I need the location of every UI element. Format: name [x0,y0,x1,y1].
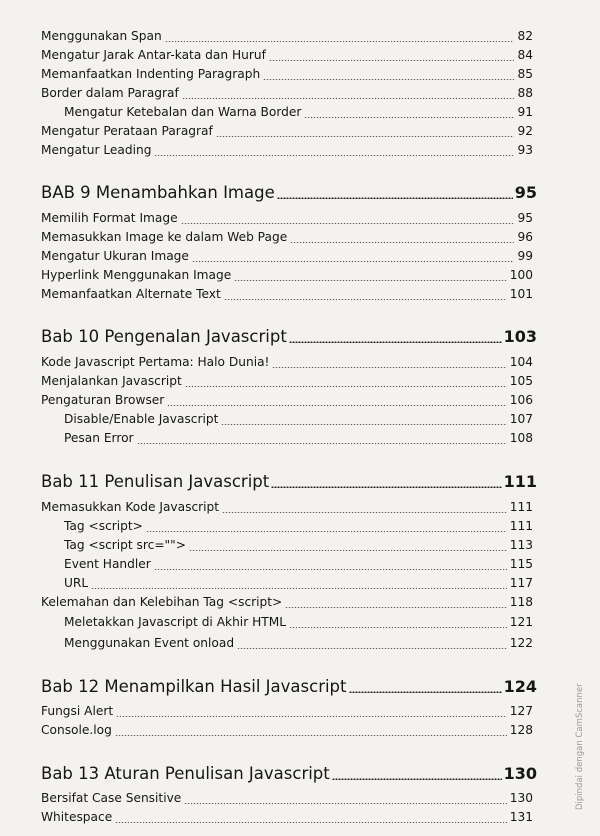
toc-entry: Fungsi Alert 127 [41,704,533,718]
toc-entry: Kode Javascript Pertama: Halo Dunia! 104 [41,355,533,369]
chapter-heading-bab11: Bab 11 Penulisan Javascript 111 [41,472,537,491]
toc-entry: Border dalam Paragraf 88 [41,86,533,100]
chapter-heading-bab10: Bab 10 Pengenalan Javascript 103 [41,327,537,346]
toc-entry: Menggunakan Span 82 [41,29,533,43]
toc-subentry: Meletakkan Javascript di Akhir HTML 121 [64,615,533,629]
toc-subentry: Disable/Enable Javascript 107 [64,412,533,426]
toc-subentry: Tag <script> 111 [64,519,533,533]
chapter-heading-bab9: BAB 9 Menambahkan Image 95 [41,183,537,202]
chapter-heading-bab13: Bab 13 Aturan Penulisan Javascript 130 [41,764,537,783]
toc-entry: Mengatur Perataan Paragraf 92 [41,124,533,138]
toc-subentry: Mengatur Ketebalan dan Warna Border 91 [64,105,533,119]
toc-entry: Whitespace 131 [41,810,533,824]
toc-entry: Kelemahan dan Kelebihan Tag <script> 118 [41,595,533,609]
toc-subentry: Pesan Error 108 [64,431,533,445]
toc-entry: Memilih Format Image 95 [41,211,533,225]
toc-subentry: Tag <script src=""> 113 [64,538,533,552]
toc-entry: Mengatur Ukuran Image 99 [41,249,533,263]
toc-entry: Console.log 128 [41,723,533,737]
toc-subentry: Menggunakan Event onload 122 [64,636,533,650]
toc-entry: Memasukkan Kode Javascript 111 [41,500,533,514]
toc-entry: Memanfaatkan Indenting Paragraph 85 [41,67,533,81]
toc-entry: Mengatur Jarak Antar-kata dan Huruf 84 [41,48,533,62]
toc-entry: Bersifat Case Sensitive 130 [41,791,533,805]
toc-subentry: URL 117 [64,576,533,590]
toc-entry: Pengaturan Browser 106 [41,393,533,407]
toc-entry: Memasukkan Image ke dalam Web Page 96 [41,230,533,244]
toc-entry: Hyperlink Menggunakan Image 100 [41,268,533,282]
toc-entry: Menjalankan Javascript 105 [41,374,533,388]
toc-entry: Memanfaatkan Alternate Text 101 [41,287,533,301]
toc-entry: Mengatur Leading 93 [41,143,533,157]
chapter-heading-bab12: Bab 12 Menampilkan Hasil Javascript 124 [41,677,537,696]
toc-subentry: Event Handler 115 [64,557,533,571]
scanner-watermark: Dipindai dengan CamScanner [575,683,585,810]
